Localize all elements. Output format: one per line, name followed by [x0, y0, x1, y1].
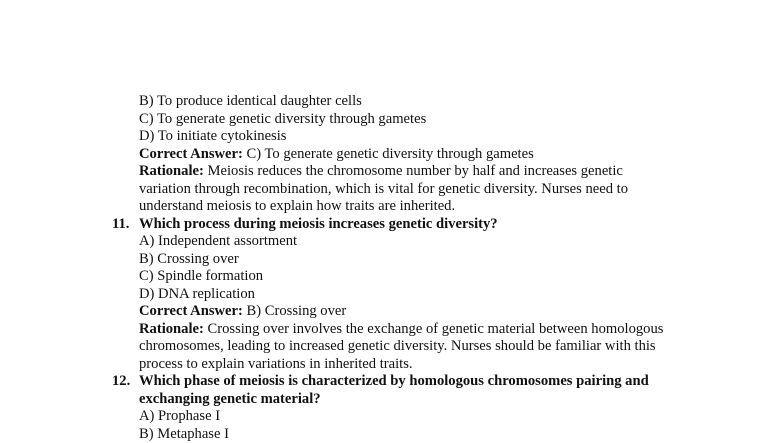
question-text: Which process during meiosis increases genetic diversity? — [139, 216, 498, 232]
rationale-line: understand meiosis to explain how traits are inherited. — [0, 198, 784, 216]
option-b: B) To produce identical daughter cells — [0, 93, 784, 111]
question-number: 11. — [112, 216, 129, 234]
question-text: exchanging genetic material? — [139, 391, 321, 407]
correct-answer-value: B) Crossing over — [243, 303, 346, 319]
correct-answer-label: Correct Answer: — [139, 146, 243, 162]
option-c: C) Spindle formation — [0, 268, 784, 286]
option-a: A) Independent assortment — [0, 233, 784, 251]
question-text-continued — [0, 391, 784, 409]
option-d: D) DNA replication — [0, 286, 784, 304]
rationale-line: variation through recombination, which is vital for genetic diversity. Nurses need to — [0, 181, 784, 199]
correct-answer-label: Correct Answer: — [139, 303, 243, 319]
question-number: 12. — [112, 373, 130, 391]
option-a: A) Prophase I — [0, 408, 784, 426]
option-d: D) To initiate cytokinesis — [0, 128, 784, 146]
option-c: C) To generate genetic diversity through gametes — [0, 111, 784, 129]
rationale-text: Meiosis reduces the chromosome number by half and increases genetic — [204, 163, 623, 179]
rationale-text: Crossing over involves the exchange of genetic material between homologous — [204, 321, 664, 337]
option-b: B) Metaphase I — [0, 426, 784, 443]
rationale — [0, 163, 784, 181]
correct-answer-value: C) To generate genetic diversity through gametes — [243, 146, 534, 162]
rationale-label: Rationale: — [139, 321, 204, 337]
option-b: B) Crossing over — [0, 251, 784, 269]
document-body — [0, 93, 784, 443]
rationale-line: process to explain variations in inherited traits. — [0, 356, 784, 374]
rationale-line: chromosomes, leading to increased genetic diversity. Nurses should be familiar with this — [0, 338, 784, 356]
question-12 — [0, 373, 784, 391]
question-11 — [0, 216, 784, 234]
rationale-label: Rationale: — [139, 163, 204, 179]
question-text: Which phase of meiosis is characterized by homologous chromosomes pairing and — [139, 373, 649, 389]
correct-answer — [0, 303, 784, 321]
correct-answer — [0, 146, 784, 164]
rationale — [0, 321, 784, 339]
